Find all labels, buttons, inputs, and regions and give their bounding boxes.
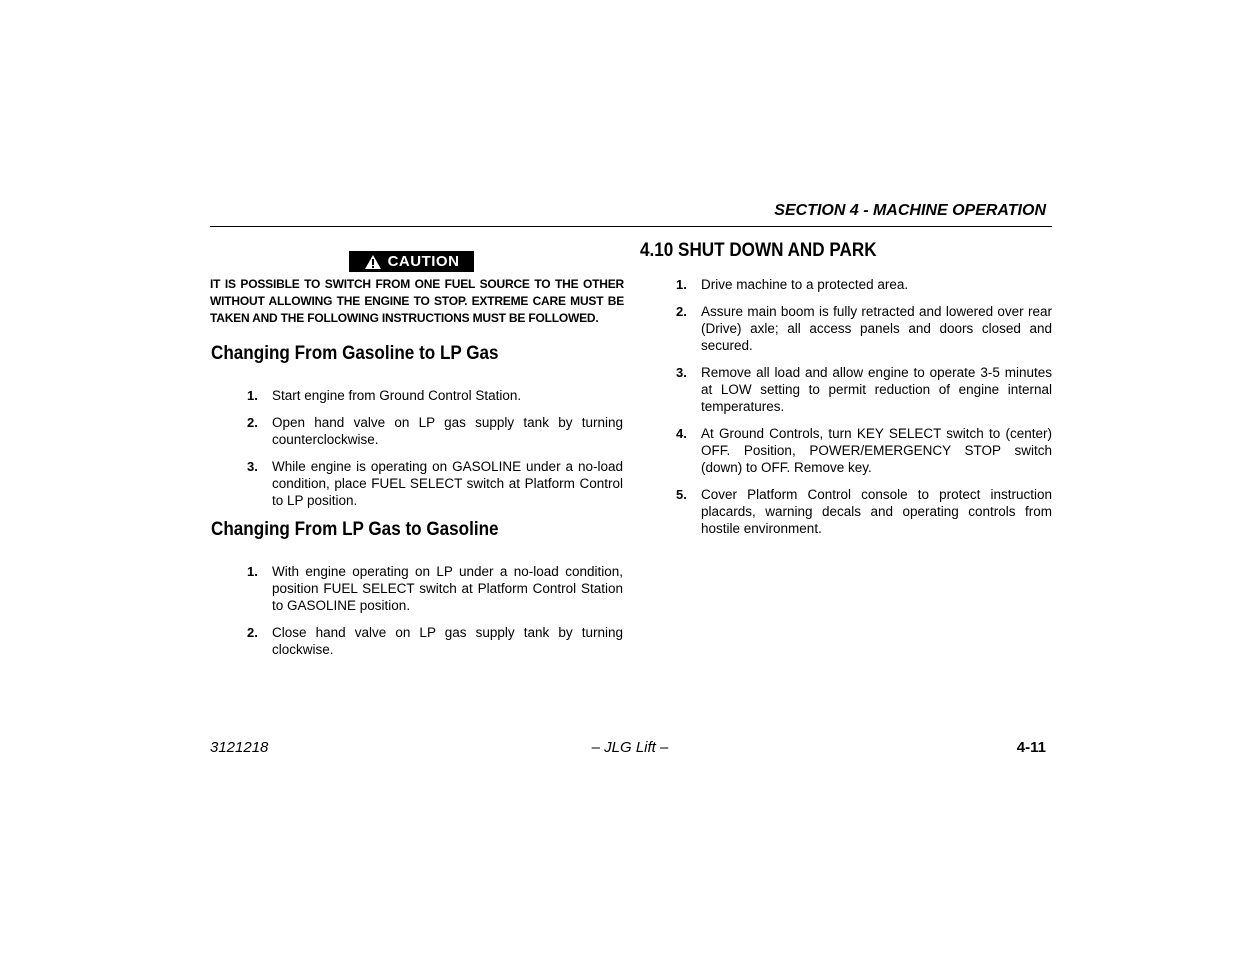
list-item: 1. Start engine from Ground Control Station. (247, 388, 522, 403)
page-number: 4-11 (1016, 739, 1046, 756)
caution-label: CAUTION (387, 253, 460, 270)
list-item: 1. With engine operating on LP under a no-load condition, position FUEL SELECT switch at Platform Control Station to GASOLINE position. (247, 564, 623, 613)
list-item: 5. Cover Platform Control console to protect instruction placards, warning decals and operating controls from hostile environment. (676, 487, 1052, 536)
list-item: 4. At Ground Controls, turn KEY SELECT switch to (center) OFF. Position, POWER/EMERGENCY STOP switch (down) to OFF. Remove key. (676, 426, 1052, 475)
list-item: 1. Drive machine to a protected area. (676, 277, 909, 292)
warning-triangle-icon (364, 254, 382, 270)
list-item: 2. Close hand valve on LP gas supply tank by turning clockwise. (247, 625, 623, 657)
list-item: 3. While engine is operating on GASOLINE under a no-load condition, place FUEL SELECT switch at Platform Control to LP position. (247, 459, 623, 508)
header-rule (210, 226, 1052, 227)
heading-gas-to-lp: Changing From Gasoline to LP Gas (211, 343, 499, 364)
section-header: SECTION 4 - MACHINE OPERATION (774, 202, 1046, 219)
footer-center: – JLG Lift – (591, 739, 669, 756)
lp-to-gas-steps (210, 563, 623, 668)
doc-number: 3121218 (210, 739, 269, 756)
shutdown-steps (639, 276, 1052, 547)
list-item: 3. Remove all load and allow engine to operate 3-5 minutes at LOW setting to permit reduction of engine internal temperatures. (676, 365, 1052, 414)
heading-lp-to-gas: Changing From LP Gas to Gasoline (211, 519, 499, 540)
caution-badge (349, 251, 474, 272)
caution-text: IT IS POSSIBLE TO SWITCH FROM ONE FUEL SOURCE TO THE OTHER WITHOUT ALLOWING THE ENGINE TO STOP. EXTREME CARE MUST BE TAKEN AND THE FOLLOWING INSTRUCTIONS MUST BE FOLLOWED. (210, 277, 624, 325)
heading-shutdown: 4.10 SHUT DOWN AND PARK (640, 240, 877, 261)
list-item: 2. Open hand valve on LP gas supply tank by turning counterclockwise. (247, 415, 623, 447)
list-item: 2. Assure main boom is fully retracted and lowered over rear (Drive) axle; all access panels and doors closed and secured. (676, 304, 1052, 353)
gas-to-lp-steps (210, 387, 623, 519)
